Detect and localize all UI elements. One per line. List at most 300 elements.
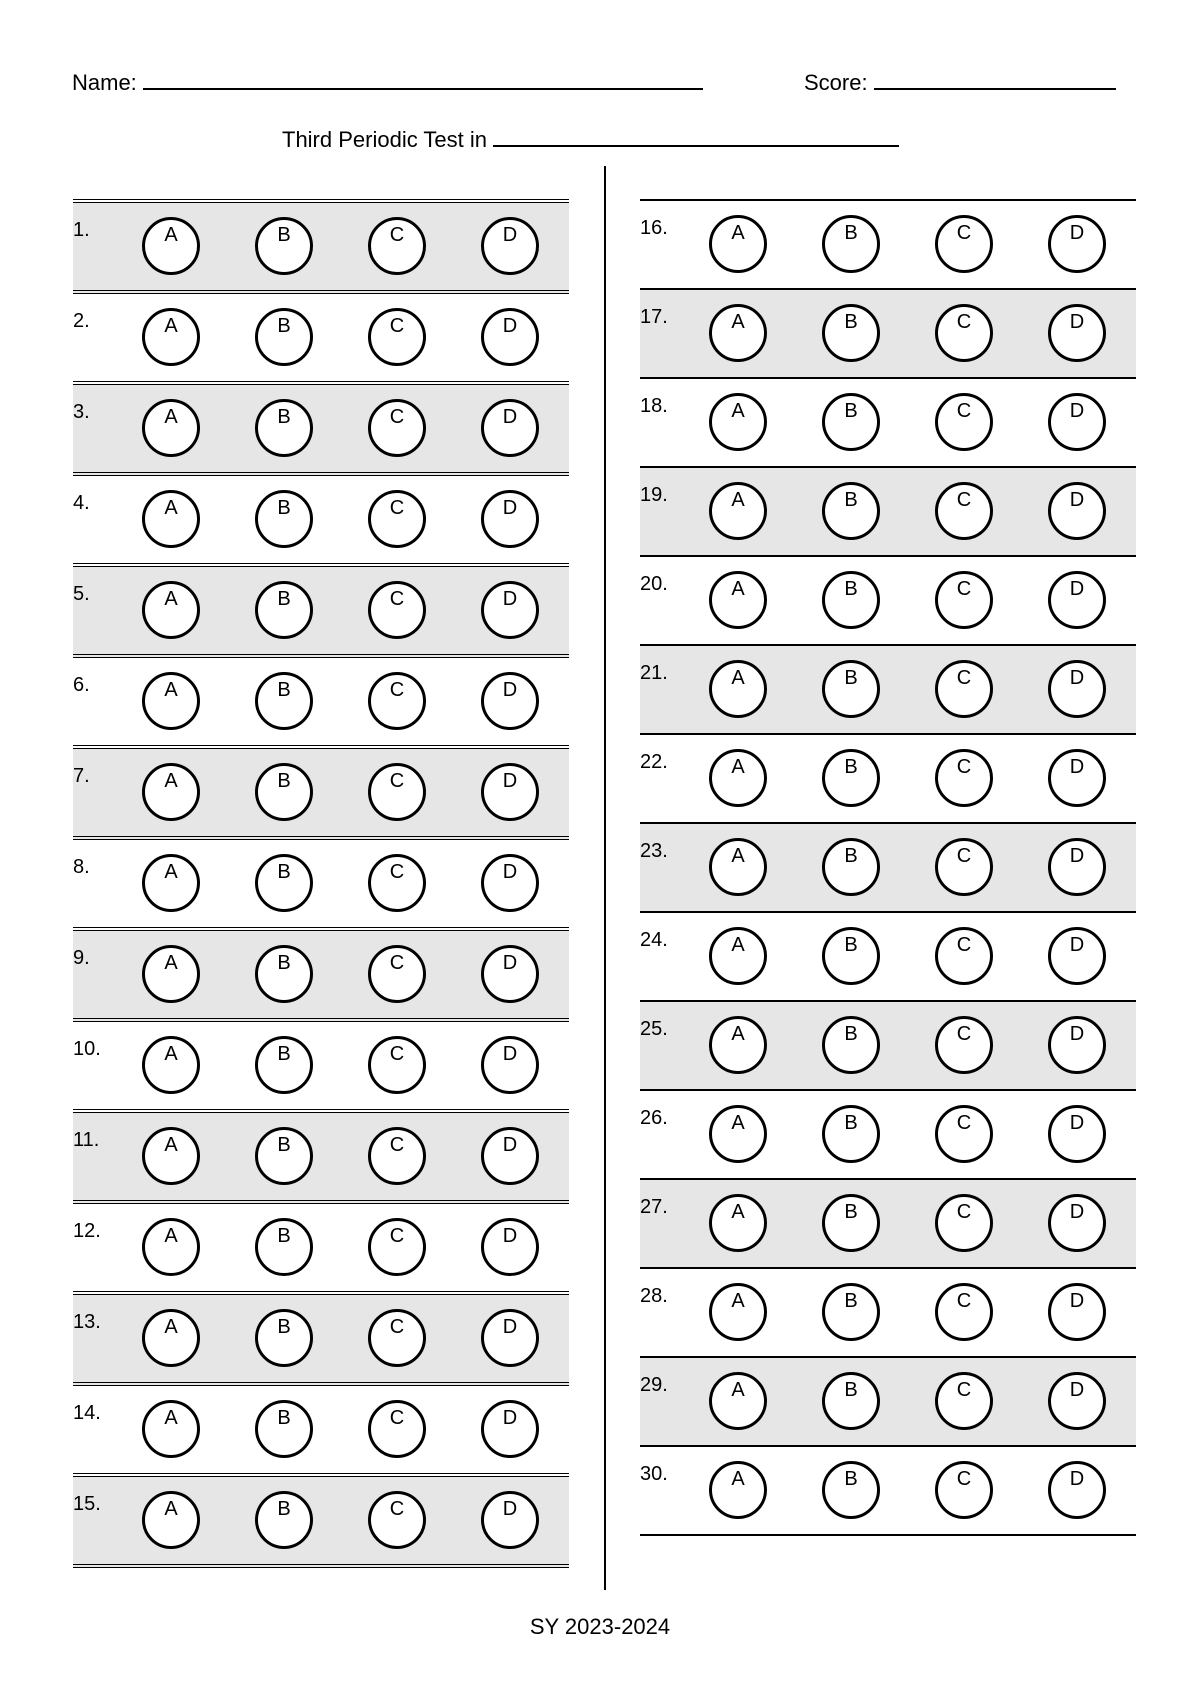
answer-bubble-0[interactable] [709, 571, 767, 629]
bubble-letter: A [164, 1498, 178, 1520]
answer-bubble-1[interactable] [255, 308, 313, 366]
bubble-letter: A [731, 1023, 745, 1045]
bubble-letter: B [277, 861, 291, 883]
answer-row [640, 824, 1136, 913]
bubble-letter: D [502, 1407, 518, 1429]
answer-bubble-1[interactable] [822, 1016, 880, 1074]
answer-bubble-1[interactable] [255, 1400, 313, 1458]
bubble-letter: B [844, 1468, 858, 1490]
answer-row [640, 1358, 1136, 1447]
answer-bubble-1[interactable] [822, 1461, 880, 1519]
answer-bubble-2[interactable] [935, 927, 993, 985]
bubble-letter: B [844, 845, 858, 867]
item-number: 20. [640, 573, 668, 595]
bubble-letter: C [389, 1407, 405, 1429]
answer-bubble-3[interactable] [1048, 1105, 1106, 1163]
answer-bubble-2[interactable] [368, 1218, 426, 1276]
item-number: 24. [640, 929, 668, 951]
answer-bubble-1[interactable] [255, 854, 313, 912]
answer-bubble-3[interactable] [1048, 215, 1106, 273]
answer-row [640, 1269, 1136, 1358]
school-year-footer: SY 2023-2024 [529, 1614, 671, 1639]
score-blank-line[interactable] [874, 70, 1116, 90]
bubble-letter: D [502, 315, 518, 337]
bubble-letter: A [731, 400, 745, 422]
answer-bubble-3[interactable] [1048, 660, 1106, 718]
item-number: 6. [73, 674, 90, 696]
answer-bubble-1[interactable] [255, 399, 313, 457]
bubble-letter: D [1069, 1023, 1085, 1045]
item-number: 30. [640, 1463, 668, 1485]
answer-bubble-2[interactable] [368, 1127, 426, 1185]
answer-bubble-2[interactable] [368, 672, 426, 730]
bubble-letter: B [277, 1134, 291, 1156]
item-number: 3. [73, 401, 90, 423]
bubble-letter: D [1069, 222, 1085, 244]
bubble-letter: C [956, 1023, 972, 1045]
item-number: 29. [640, 1374, 668, 1396]
bubble-letter: A [164, 224, 178, 246]
answer-bubble-3[interactable] [481, 945, 539, 1003]
bubble-letter: C [956, 1468, 972, 1490]
bubble-letter: A [731, 489, 745, 511]
answer-row [73, 1477, 569, 1568]
answer-bubble-1[interactable] [822, 304, 880, 362]
answer-row [73, 294, 569, 385]
answer-bubble-3[interactable] [1048, 749, 1106, 807]
answer-bubble-2[interactable] [935, 393, 993, 451]
answer-bubble-1[interactable] [822, 838, 880, 896]
bubble-letter: A [164, 770, 178, 792]
bubble-letter: B [844, 1290, 858, 1312]
answer-row [73, 1113, 569, 1204]
bubble-letter: D [502, 1043, 518, 1065]
answer-bubble-0[interactable] [709, 660, 767, 718]
bubble-letter: D [502, 679, 518, 701]
answer-bubble-0[interactable] [142, 1400, 200, 1458]
answer-bubble-1[interactable] [822, 749, 880, 807]
answer-bubble-1[interactable] [822, 215, 880, 273]
bubble-letter: C [389, 1225, 405, 1247]
answer-bubble-2[interactable] [368, 1036, 426, 1094]
bubble-letter: C [956, 1201, 972, 1223]
bubble-letter: C [956, 1379, 972, 1401]
subject-blank-line[interactable] [493, 127, 899, 147]
bubble-letter: B [277, 315, 291, 337]
bubble-letter: D [1069, 1201, 1085, 1223]
answer-bubble-0[interactable] [142, 763, 200, 821]
answer-row [73, 840, 569, 931]
answer-bubble-2[interactable] [368, 217, 426, 275]
answer-bubble-0[interactable] [142, 672, 200, 730]
answer-bubble-1[interactable] [255, 581, 313, 639]
answer-bubble-3[interactable] [481, 1218, 539, 1276]
bubble-letter: D [1069, 1468, 1085, 1490]
answer-bubble-0[interactable] [142, 1127, 200, 1185]
answer-bubble-2[interactable] [935, 304, 993, 362]
answer-bubble-1[interactable] [255, 1309, 313, 1367]
answer-bubble-3[interactable] [1048, 1372, 1106, 1430]
answer-bubble-0[interactable] [709, 749, 767, 807]
answer-bubble-3[interactable] [1048, 1461, 1106, 1519]
answer-bubble-1[interactable] [822, 1105, 880, 1163]
bubble-letter: A [164, 679, 178, 701]
bubble-letter: D [1069, 756, 1085, 778]
answer-bubble-0[interactable] [709, 393, 767, 451]
bubble-letter: C [956, 1112, 972, 1134]
bubble-letter: D [502, 497, 518, 519]
bubble-letter: D [502, 1498, 518, 1520]
answer-bubble-3[interactable] [481, 581, 539, 639]
answer-bubble-1[interactable] [255, 217, 313, 275]
bubble-letter: B [277, 679, 291, 701]
bubble-letter: A [731, 845, 745, 867]
bubble-letter: A [731, 667, 745, 689]
bubble-letter: D [1069, 1112, 1085, 1134]
bubble-letter: A [731, 1201, 745, 1223]
bubble-letter: A [164, 406, 178, 428]
item-number: 1. [73, 219, 90, 241]
answer-bubble-0[interactable] [142, 1036, 200, 1094]
bubble-letter: C [956, 489, 972, 511]
answer-bubble-1[interactable] [255, 763, 313, 821]
answer-row [73, 749, 569, 840]
answer-bubble-1[interactable] [822, 393, 880, 451]
bubble-letter: C [956, 1290, 972, 1312]
item-number: 2. [73, 310, 90, 332]
answer-bubble-2[interactable] [935, 1283, 993, 1341]
bubble-letter: C [389, 861, 405, 883]
bubble-letter: B [844, 756, 858, 778]
answer-bubble-3[interactable] [1048, 1194, 1106, 1252]
bubble-letter: B [844, 489, 858, 511]
bubble-letter: B [277, 952, 291, 974]
bubble-letter: C [389, 1498, 405, 1520]
item-number: 14. [73, 1402, 101, 1424]
test-title-text: Third Periodic Test in [282, 127, 488, 152]
bubble-letter: B [844, 667, 858, 689]
answer-row [640, 1447, 1136, 1536]
bubble-letter: A [164, 1225, 178, 1247]
answer-bubble-3[interactable] [481, 1400, 539, 1458]
bubble-letter: B [277, 406, 291, 428]
answer-bubble-2[interactable] [368, 490, 426, 548]
item-number: 15. [73, 1493, 101, 1515]
answer-bubble-1[interactable] [822, 1283, 880, 1341]
bubble-letter: B [277, 1225, 291, 1247]
bubble-letter: D [1069, 578, 1085, 600]
item-number: 17. [640, 306, 668, 328]
bubble-letter: C [389, 952, 405, 974]
answer-row [640, 468, 1136, 557]
answer-bubble-0[interactable] [142, 945, 200, 1003]
answer-bubble-2[interactable] [368, 399, 426, 457]
answer-bubble-0[interactable] [709, 1194, 767, 1252]
answer-row [640, 646, 1136, 735]
bubble-letter: C [389, 1043, 405, 1065]
bubble-letter: C [389, 588, 405, 610]
item-number: 27. [640, 1196, 668, 1218]
answer-bubble-3[interactable] [1048, 927, 1106, 985]
bubble-letter: A [164, 497, 178, 519]
answer-bubble-3[interactable] [481, 763, 539, 821]
bubble-letter: D [502, 952, 518, 974]
answer-bubble-3[interactable] [481, 1127, 539, 1185]
bubble-letter: C [956, 311, 972, 333]
answer-column-left [73, 199, 569, 1568]
answer-bubble-2[interactable] [935, 1461, 993, 1519]
answer-row [73, 931, 569, 1022]
answer-bubble-1[interactable] [255, 945, 313, 1003]
answer-bubble-0[interactable] [142, 854, 200, 912]
bubble-letter: A [164, 861, 178, 883]
answer-bubble-0[interactable] [709, 1283, 767, 1341]
bubble-letter: D [1069, 667, 1085, 689]
bubble-letter: C [389, 679, 405, 701]
bubble-letter: A [164, 1043, 178, 1065]
answer-bubble-0[interactable] [709, 1105, 767, 1163]
bubble-letter: C [956, 667, 972, 689]
item-number: 4. [73, 492, 90, 514]
answer-bubble-0[interactable] [142, 399, 200, 457]
bubble-letter: C [956, 934, 972, 956]
bubble-letter: A [731, 222, 745, 244]
bubble-letter: D [502, 861, 518, 883]
bubble-letter: A [164, 315, 178, 337]
answer-bubble-0[interactable] [709, 215, 767, 273]
answer-bubble-0[interactable] [709, 1372, 767, 1430]
column-divider [604, 166, 606, 1590]
bubble-letter: B [844, 578, 858, 600]
bubble-letter: B [844, 1112, 858, 1134]
answer-bubble-0[interactable] [709, 838, 767, 896]
item-number: 28. [640, 1285, 668, 1307]
answer-bubble-2[interactable] [368, 1309, 426, 1367]
bubble-letter: B [844, 1379, 858, 1401]
bubble-letter: B [844, 1023, 858, 1045]
score-field[interactable] [804, 70, 1116, 96]
answer-bubble-3[interactable] [481, 217, 539, 275]
answer-bubble-0[interactable] [142, 308, 200, 366]
answer-bubble-1[interactable] [822, 482, 880, 540]
answer-bubble-1[interactable] [822, 1372, 880, 1430]
answer-bubble-0[interactable] [142, 1218, 200, 1276]
answer-bubble-3[interactable] [1048, 393, 1106, 451]
answer-bubble-0[interactable] [709, 304, 767, 362]
answer-bubble-1[interactable] [255, 1218, 313, 1276]
bubble-letter: A [731, 578, 745, 600]
bubble-letter: B [277, 1498, 291, 1520]
answer-bubble-0[interactable] [142, 581, 200, 639]
answer-bubble-3[interactable] [1048, 304, 1106, 362]
bubble-letter: B [277, 770, 291, 792]
answer-bubble-0[interactable] [709, 1461, 767, 1519]
answer-row [73, 1386, 569, 1477]
score-label: Score: [804, 70, 868, 95]
answer-bubble-2[interactable] [935, 215, 993, 273]
bubble-letter: C [389, 1316, 405, 1338]
bubble-letter: A [731, 1379, 745, 1401]
item-number: 23. [640, 840, 668, 862]
answer-bubble-3[interactable] [481, 399, 539, 457]
answer-row [640, 913, 1136, 1002]
name-field[interactable] [72, 70, 703, 96]
bubble-letter: B [844, 400, 858, 422]
name-blank-line[interactable] [143, 70, 703, 90]
answer-bubble-1[interactable] [822, 927, 880, 985]
answer-bubble-2[interactable] [368, 1491, 426, 1549]
answer-row [73, 567, 569, 658]
bubble-letter: A [164, 1316, 178, 1338]
bubble-letter: D [1069, 311, 1085, 333]
answer-bubble-2[interactable] [368, 945, 426, 1003]
bubble-letter: D [1069, 1290, 1085, 1312]
item-number: 21. [640, 662, 668, 684]
bubble-letter: A [164, 1134, 178, 1156]
bubble-letter: B [844, 1201, 858, 1223]
bubble-letter: D [502, 770, 518, 792]
answer-row [640, 379, 1136, 468]
item-number: 12. [73, 1220, 101, 1242]
answer-row [73, 476, 569, 567]
answer-bubble-1[interactable] [255, 1491, 313, 1549]
bubble-letter: C [956, 578, 972, 600]
answer-bubble-2[interactable] [935, 1105, 993, 1163]
answer-bubble-1[interactable] [822, 571, 880, 629]
answer-row [640, 1091, 1136, 1180]
answer-bubble-2[interactable] [935, 838, 993, 896]
answer-bubble-3[interactable] [1048, 571, 1106, 629]
answer-bubble-2[interactable] [935, 1372, 993, 1430]
bubble-letter: A [731, 311, 745, 333]
answer-row [640, 735, 1136, 824]
bubble-letter: B [844, 934, 858, 956]
answer-bubble-2[interactable] [368, 308, 426, 366]
bubble-letter: A [164, 588, 178, 610]
bubble-letter: C [956, 222, 972, 244]
bubble-letter: D [1069, 1379, 1085, 1401]
item-number: 19. [640, 484, 668, 506]
answer-bubble-3[interactable] [481, 308, 539, 366]
bubble-letter: A [731, 1468, 745, 1490]
answer-row [73, 1022, 569, 1113]
answer-row [640, 290, 1136, 379]
answer-bubble-3[interactable] [481, 854, 539, 912]
answer-column-right [640, 199, 1136, 1536]
bubble-letter: B [277, 1407, 291, 1429]
answer-row [73, 1295, 569, 1386]
answer-row [73, 1204, 569, 1295]
answer-bubble-3[interactable] [1048, 1283, 1106, 1341]
answer-bubble-0[interactable] [709, 482, 767, 540]
answer-bubble-0[interactable] [142, 490, 200, 548]
answer-row [640, 1002, 1136, 1091]
answer-bubble-3[interactable] [1048, 838, 1106, 896]
answer-bubble-1[interactable] [255, 1127, 313, 1185]
item-number: 7. [73, 765, 90, 787]
bubble-letter: D [502, 1316, 518, 1338]
item-number: 16. [640, 217, 668, 239]
answer-bubble-2[interactable] [368, 763, 426, 821]
answer-bubble-2[interactable] [935, 571, 993, 629]
answer-bubble-3[interactable] [1048, 1016, 1106, 1074]
bubble-letter: C [389, 406, 405, 428]
answer-bubble-3[interactable] [481, 1309, 539, 1367]
bubble-letter: D [502, 1134, 518, 1156]
answer-bubble-3[interactable] [481, 1491, 539, 1549]
answer-bubble-0[interactable] [142, 217, 200, 275]
item-number: 10. [73, 1038, 101, 1060]
bubble-letter: A [731, 934, 745, 956]
answer-bubble-0[interactable] [709, 927, 767, 985]
answer-bubble-2[interactable] [368, 581, 426, 639]
answer-bubble-2[interactable] [935, 1194, 993, 1252]
answer-bubble-2[interactable] [368, 854, 426, 912]
answer-bubble-1[interactable] [822, 660, 880, 718]
bubble-letter: D [1069, 845, 1085, 867]
bubble-letter: D [502, 224, 518, 246]
bubble-letter: D [502, 1225, 518, 1247]
bubble-letter: C [956, 756, 972, 778]
answer-row [640, 557, 1136, 646]
bubble-letter: C [956, 845, 972, 867]
bubble-letter: C [389, 1134, 405, 1156]
answer-row [73, 203, 569, 294]
item-number: 22. [640, 751, 668, 773]
answer-bubble-1[interactable] [255, 1036, 313, 1094]
bubble-letter: D [1069, 400, 1085, 422]
item-number: 13. [73, 1311, 101, 1333]
bubble-letter: B [277, 1043, 291, 1065]
answer-bubble-1[interactable] [255, 672, 313, 730]
answer-bubble-3[interactable] [481, 672, 539, 730]
bubble-letter: B [844, 222, 858, 244]
item-number: 18. [640, 395, 668, 417]
answer-bubble-2[interactable] [935, 660, 993, 718]
bubble-letter: C [956, 400, 972, 422]
answer-bubble-1[interactable] [255, 490, 313, 548]
answer-bubble-0[interactable] [709, 1016, 767, 1074]
answer-bubble-3[interactable] [481, 490, 539, 548]
bubble-letter: D [1069, 934, 1085, 956]
answer-bubble-0[interactable] [142, 1491, 200, 1549]
bubble-letter: A [164, 952, 178, 974]
bubble-letter: B [844, 311, 858, 333]
answer-row [73, 658, 569, 749]
answer-bubble-2[interactable] [935, 482, 993, 540]
answer-bubble-2[interactable] [935, 749, 993, 807]
bubble-letter: D [502, 406, 518, 428]
bubble-letter: A [164, 1407, 178, 1429]
bubble-letter: A [731, 1112, 745, 1134]
item-number: 25. [640, 1018, 668, 1040]
bubble-letter: D [502, 588, 518, 610]
answer-row [73, 385, 569, 476]
bubble-letter: B [277, 224, 291, 246]
bubble-letter: B [277, 588, 291, 610]
answer-bubble-3[interactable] [481, 1036, 539, 1094]
answer-row [640, 1180, 1136, 1269]
answer-bubble-2[interactable] [368, 1400, 426, 1458]
answer-bubble-0[interactable] [142, 1309, 200, 1367]
bubble-letter: B [277, 1316, 291, 1338]
bubble-letter: B [277, 497, 291, 519]
bubble-letter: C [389, 224, 405, 246]
answer-row [640, 201, 1136, 290]
answer-bubble-2[interactable] [935, 1016, 993, 1074]
answer-bubble-3[interactable] [1048, 482, 1106, 540]
answer-bubble-1[interactable] [822, 1194, 880, 1252]
